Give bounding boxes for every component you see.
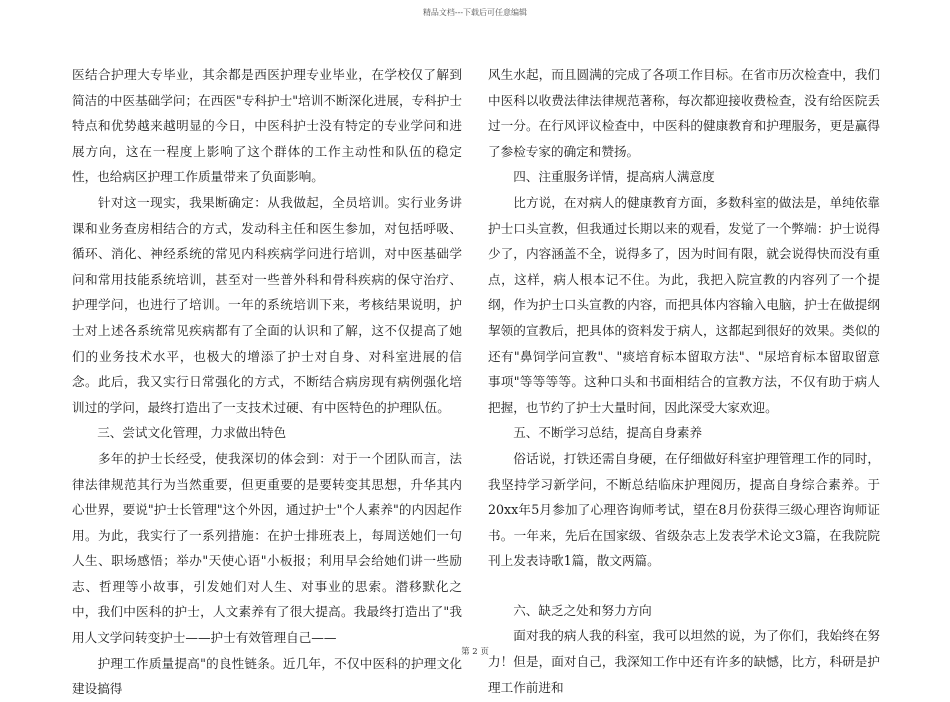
page-number: 第 2 页	[461, 647, 489, 657]
paragraph: 俗话说，打铁还需自身硬，在仔细做好科室护理管理工作的同时，我坚持学习新学问，不断总结临床护理阅历，提高自身综合素养。于20xx年5月参加了心理咨询师考试，望在8月份获得三级心理咨询师证书。一年来，先后在国家级、省级杂志上发表学术论文3篇，在我院院刊上发表诗歌1篇，散文两篇。	[488, 450, 880, 569]
paragraph: 护理工作质量提高"的良性链条。近几年，不仅中医科的护理文化建设搞得	[72, 655, 462, 697]
section-heading: 三、尝试文化管理，力求做出特色	[72, 425, 287, 441]
right-column	[488, 62, 880, 700]
section-heading: 六、缺乏之处和努力方向	[488, 602, 652, 618]
section-heading: 五、不断学习总结，提高自身素养	[488, 425, 703, 441]
spacer	[488, 574, 880, 598]
paragraph: 面对我的病人我的科室，我可以坦然的说，为了你们，我始终在努力！但是，面对自己，我深知工作中还有许多的缺憾，比方，科研是护理工作前进和	[488, 628, 880, 695]
header-note: 精品文档---下载后可任意编辑	[422, 8, 528, 17]
left-column	[72, 62, 462, 702]
paragraph: 风生水起，而且圆满的完成了各项工作目标。在省市历次检查中，我们中医科以收费法律法律规范著称，每次都迎接收费检查，没有给医院丢过一分。在行风评议检查中，中医科的健康教育和护理服务，更是赢得了参检专家的确定和赞扬。	[488, 67, 880, 159]
section-heading: 四、注重服务详情，提高病人满意度	[488, 169, 715, 185]
paragraph: 多年的护士长经受，使我深切的体会到：对于一个团队而言，法律法律规范其行为当然重要，但更重要的是要转变其思想，升华其内心世界，要说"护士长管理"这个外因，通过护士"个人素养"的内因起作用。为此，我实行了一系列措施：在护士排班表上，每周送她们一句人生、职场感悟；举办"天使心语"小板报；利用早会给她们讲一些励志、哲理等小故事，引发她们对人生、对事业的思索。潜移默化之中，我们中医科的护士，人文素养有了很大提高。我最终打造出了"我用人文学问转变护士——护士有效管理自己——	[72, 450, 462, 646]
paragraph: 比方说，在对病人的健康教育方面，多数科室的做法是，单纯依靠护士口头宣教，但我通过长期以来的观看，发觉了一个弊端：护士说得少了，内容涵盖不全，说得多了，因为时间有限，就会说得快而没有重点，这样，病人根本记不住。为此，我把入院宣教的内容列了一个提纲，作为护士口头宣教的内容，而把具体内容输入电脑，护士在做提纲挈领的宣教后，把具体的资料发于病人，这都起到很好的效果。类似的还有"鼻饲学问宣教"、"痰培育标本留取方法"、"尿培育标本留取留意事项"等等等等。这种口头和书面相结合的宣教方法，不仅有助于病人把握，也节约了护士大量时间，因此深受大家欢迎。	[488, 194, 880, 415]
paragraph: 针对这一现实，我果断确定：从我做起，全员培训。实行业务讲课和业务查房相结合的方式，发动科主任和医生参加，对包括呼吸、循环、消化、神经系统的常见内科疾病学问进行培训，对中医基础学问和常用技能系统培训，甚至对一些普外科和骨科疾病的保守治疗、护理学问，也进行了培训。一年的系统培训下来，考核结果说明，护士对上述各系统常见疾病都有了全面的认识和了解，这不仅提高了她们的业务技术水平，也极大的增添了护士对自身、对科室进展的信念。此后，我又实行日常强化的方式，不断结合病房现有病例强化培训过的学问，最终打造出了一支技术过硬、有中医特色的护理队伍。	[72, 194, 462, 415]
paragraph: 医结合护理大专毕业，其余都是西医护理专业毕业，在学校仅了解到简洁的中医基础学问；在西医"专科护士"培训不断深化进展，专科护士特点和优势越来越明显的今日，中医科护士没有特定的专业学问和进展方向，这在一程度上影响了这个群体的工作主动性和队伍的稳定性，也给病区护理工作质量带来了负面影响。	[72, 67, 462, 185]
